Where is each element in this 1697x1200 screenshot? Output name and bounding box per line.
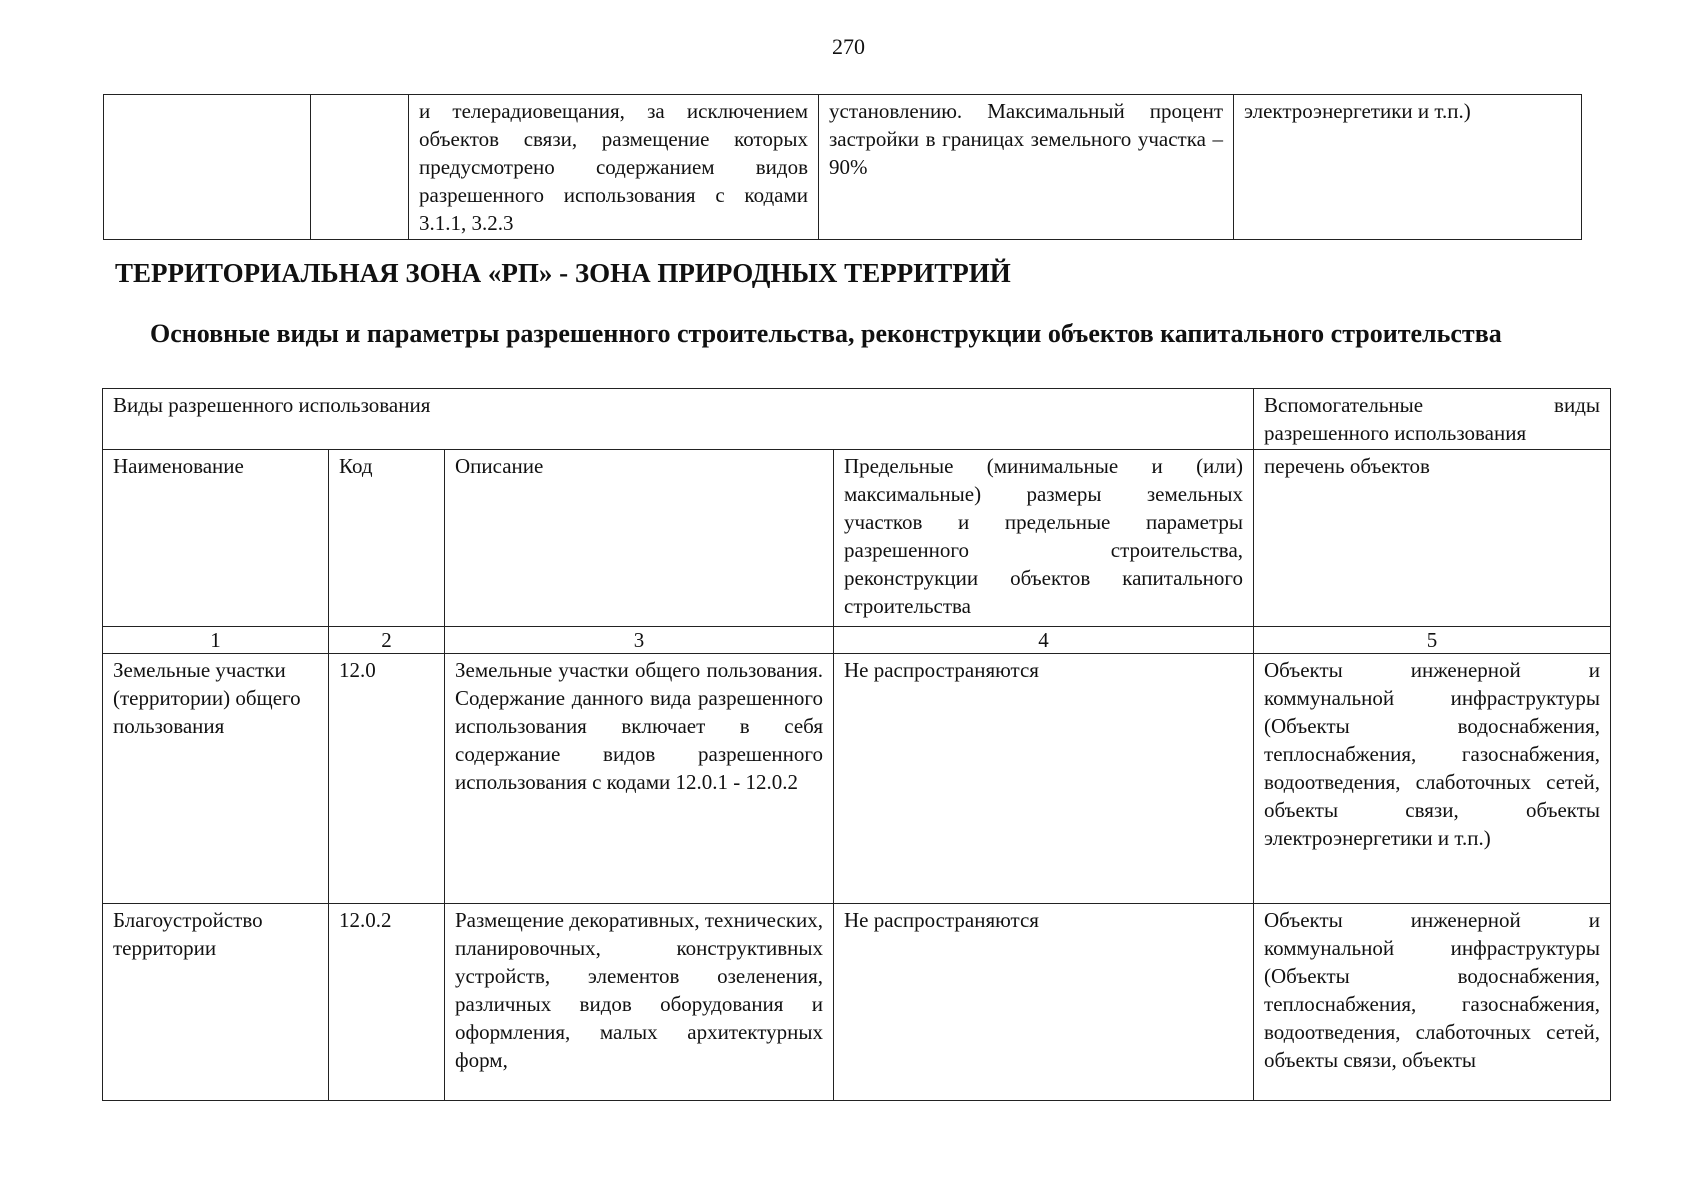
column-number: 3 [445,627,834,654]
continuation-cell-description: и телерадиовещания, за исключением объектов связи, размещение которых предусмотрено содержанием видов разрешенного использования с кодами 3.1.1, 3.2.3 [409,95,819,240]
cell-code: 12.0 [329,654,445,904]
cell-name: Благоустройство территории [103,904,329,1101]
permitted-use-table [102,388,1611,1101]
cell-name: Земельные участки (территории) общего пользования [103,654,329,904]
table-row [103,904,1611,1101]
table-row [104,95,1582,240]
column-header-objects: перечень объектов [1254,450,1611,627]
header-types: Виды разрешенного использования [103,389,1254,450]
continuation-table [103,94,1582,240]
cell-objects: Объекты инженерной и коммунальной инфраструктуры (Объекты водоснабжения, теплоснабжения, газоснабжения, водоотведения, слаботочных сетей, объекты связи, объекты [1254,904,1611,1101]
cell-limits: Не распространяются [834,904,1254,1101]
cell-description: Размещение декоративных, технических, планировочных, конструктивных устройств, элементов озеленения, различных видов оборудования и оформления, малых архитектурных форм, [445,904,834,1101]
cell-limits: Не распространяются [834,654,1254,904]
column-header-name: Наименование [103,450,329,627]
column-number: 4 [834,627,1254,654]
column-number: 2 [329,627,445,654]
cell-description: Земельные участки общего пользования. Содержание данного вида разрешенного использования включает в себя содержание видов разрешенного использования с кодами 12.0.1 - 12.0.2 [445,654,834,904]
column-header-description: Описание [445,450,834,627]
table-header-row [103,450,1611,627]
continuation-cell-code [311,95,409,240]
column-number: 1 [103,627,329,654]
section-title: Основные виды и параметры разрешенного строительства, реконструкции объектов капитального строительства [150,319,1502,348]
header-auxiliary: Вспомогательные виды разрешенного использования [1254,389,1611,450]
cell-objects: Объекты инженерной и коммунальной инфраструктуры (Объекты водоснабжения, теплоснабжения, газоснабжения, водоотведения, слаботочных сетей, объекты связи, объекты электроэнергетики и т.п.) [1254,654,1611,904]
table-row [103,654,1611,904]
table-header-row [103,389,1611,450]
column-number-row [103,627,1611,654]
column-number: 5 [1254,627,1611,654]
cell-code: 12.0.2 [329,904,445,1101]
column-header-limits: Предельные (минимальные и (или) максимальные) размеры земельных участков и предельные параметры разрешенного строительства, реконструкции объектов капитального строительства [834,450,1254,627]
zone-title: ТЕРРИТОРИАЛЬНАЯ ЗОНА «РП» - ЗОНА ПРИРОДНЫХ ТЕРРИТРИЙ [115,258,1011,288]
continuation-cell-name [104,95,311,240]
page-number: 270 [832,34,865,59]
continuation-cell-objects: электроэнергетики и т.п.) [1234,95,1582,240]
continuation-cell-limits: установлению. Максимальный процент застройки в границах земельного участка – 90% [819,95,1234,240]
column-header-code: Код [329,450,445,627]
